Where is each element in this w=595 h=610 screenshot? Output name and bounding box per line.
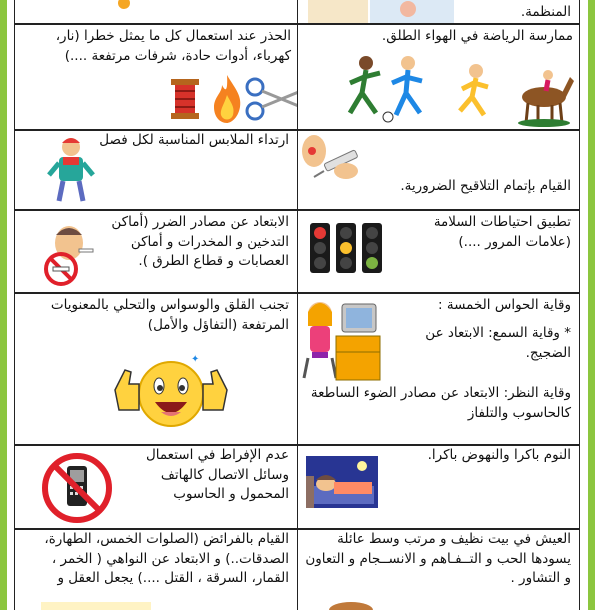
sleeping-child-icon	[304, 452, 380, 512]
top-right-text: المنظمة.	[520, 4, 571, 20]
cell-anxiety	[14, 293, 297, 445]
traffic-light-icon	[308, 223, 384, 275]
partial-icon	[115, 0, 133, 9]
cold-child-icon	[45, 135, 97, 205]
phone-text: عدم الإفراط في استعمال وسائل الاتصال كالهاتف المحمول و الحاسوب	[145, 447, 289, 503]
table-row	[14, 0, 580, 24]
cell-duties	[14, 529, 297, 610]
vaccine-text: القيام بإتمام التلاقيح الضرورية.	[400, 178, 571, 194]
smiley-thumbs-up-icon	[111, 350, 231, 434]
partial-illustration	[308, 0, 458, 24]
cell-harm	[14, 210, 297, 293]
cell-vaccine	[297, 130, 580, 210]
table-row	[14, 445, 580, 529]
page-frame-left	[0, 0, 7, 610]
cell-phone	[14, 445, 297, 529]
partial-illustration	[326, 600, 376, 610]
cell-top-right	[297, 0, 580, 24]
child-computer-icon	[302, 296, 382, 384]
safety-text: تطبيق احتياطات السلامة (علامات المرور ....)	[433, 214, 571, 250]
cell-sports	[297, 24, 580, 130]
sports-text: ممارسة الرياضة في الهواء الطلق.	[381, 28, 573, 44]
cell-clothes	[14, 130, 297, 210]
table-row	[14, 24, 580, 130]
page-frame-right	[588, 0, 595, 610]
fire-icon	[210, 73, 244, 125]
no-smoking-icon	[39, 221, 95, 287]
cell-senses	[297, 293, 580, 445]
senses-title: وقاية الحواس الخمسة :	[438, 297, 571, 313]
cell-sleep	[297, 445, 580, 529]
svg-text:✦: ✦	[191, 354, 200, 365]
cell-home	[297, 529, 580, 610]
thread-spool-icon	[165, 75, 205, 123]
no-phone-icon	[39, 446, 115, 529]
vaccine-icon	[300, 131, 370, 185]
table-row	[14, 130, 580, 210]
sleep-text: النوم باكرا والنهوض باكرا.	[427, 447, 571, 463]
senses-hearing: * وقاية السمع: الابتعاد عن الضجيج.	[425, 325, 571, 361]
scissors-icon	[245, 77, 297, 121]
duties-text: القيام بالفرائض (الصلوات الخمس، الطهارة، الصدقات..) و الابتعاد عن النواهي ( الخمر ، القمار، السرقة ، القتل ....) يجعل العقل و	[44, 531, 289, 587]
table-row	[14, 293, 580, 445]
cell-top-left	[14, 0, 297, 24]
cell-safety	[297, 210, 580, 293]
harm-text: الابتعاد عن مصادر الضرر (أماكن التدخين و المخدرات و أماكن العصابات و قطاع الطرق ).	[111, 214, 289, 270]
clothes-text: ارتداء الملابس المناسبة لكل فصل	[99, 132, 289, 148]
anxiety-text: تجنب القلق والوسواس والتحلي بالمعنويات المرتفعة (التفاؤل والأمل)	[50, 297, 289, 333]
senses-sight: وقاية النظر: الابتعاد عن مصادر الضوء الساطعة كالحاسوب والتلفاز	[310, 385, 571, 421]
cell-dangers	[14, 24, 297, 130]
sports-icon	[326, 53, 576, 127]
home-text: العيش في بيت نظيف و مرتب وسط عائلة يسودها الحب و التــفـاهم و الانســجام و التعاون و التشاور .	[305, 531, 571, 587]
dangers-text: الحذر عند استعمال كل ما يمثل خطرا (نار، كهرباء، أدوات حادة، شرفات مرتفعة ....)	[55, 28, 291, 64]
table-row	[14, 529, 580, 610]
health-table	[14, 0, 580, 610]
table-row	[14, 210, 580, 293]
partial-illustration	[41, 602, 151, 610]
